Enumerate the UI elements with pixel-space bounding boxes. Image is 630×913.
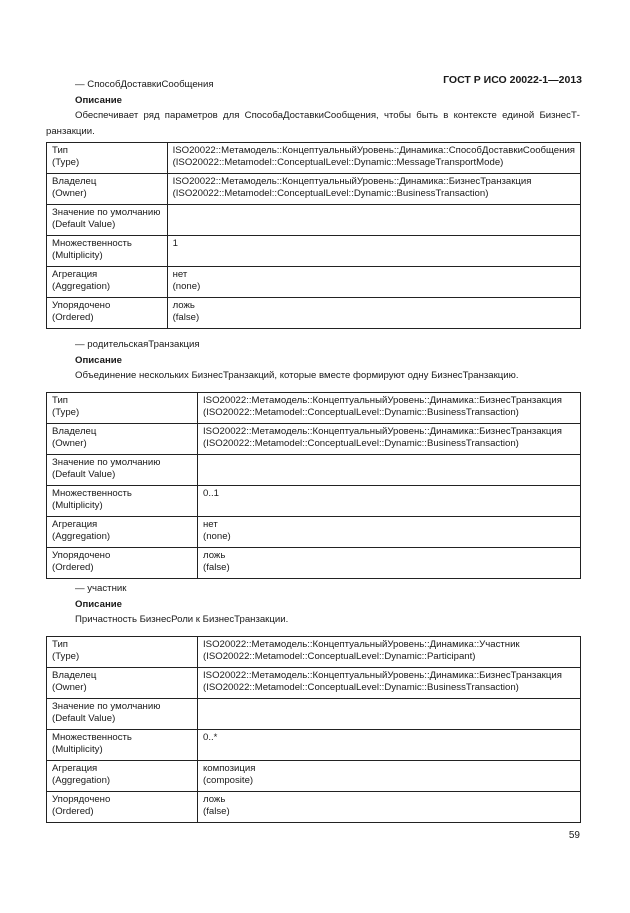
table-row xyxy=(47,174,581,205)
description-label: Описание xyxy=(75,94,122,106)
table-row xyxy=(47,143,581,174)
property-name-cell xyxy=(47,424,198,455)
property-value-ru: ISO20022::Метамодель::КонцептуальныйУровень::Динамика::БизнесТранзакция xyxy=(203,426,562,437)
property-value-ru: ISO20022::Метамодель::КонцептуальныйУровень::Динамика::СпособДоставкиСообщения xyxy=(172,145,575,156)
property-name-ru: Владелец xyxy=(52,426,97,437)
attribute-table xyxy=(46,636,581,823)
property-value-cell xyxy=(198,486,581,517)
property-name-cell xyxy=(47,174,168,205)
property-name-ru: Агрегация xyxy=(52,763,98,774)
property-name-en: (Owner) xyxy=(52,682,87,693)
table-row xyxy=(47,298,581,329)
property-name-ru: Множественность xyxy=(52,238,132,249)
property-value-ru: 0..* xyxy=(203,732,218,743)
description-text: Обеспечивает ряд параметров для СпособаДоставкиСообщения, чтобы быть в контексте единой БизнесТ-ранзакции. xyxy=(46,110,580,137)
attribute-title: — СпособДоставкиСообщения xyxy=(75,79,214,90)
property-name-ru: Владелец xyxy=(52,176,97,187)
attribute-table xyxy=(46,392,581,579)
property-value-cell xyxy=(198,424,581,455)
property-name-cell xyxy=(47,298,168,329)
property-value-en: (ISO20022::Metamodel::ConceptualLevel::Dynamic::BusinessTransaction) xyxy=(203,438,519,449)
property-value-en: (false) xyxy=(203,806,230,817)
property-name-en: (Type) xyxy=(52,651,80,662)
property-name-cell xyxy=(47,792,198,823)
property-value-cell xyxy=(198,455,581,486)
property-name-cell xyxy=(47,699,198,730)
property-value-cell xyxy=(198,393,581,424)
property-name-cell xyxy=(47,486,198,517)
property-name-en: (Type) xyxy=(52,407,80,418)
table-row xyxy=(47,761,581,792)
property-name-en: (Default Value) xyxy=(52,713,116,724)
table-row xyxy=(47,205,581,236)
property-value-en: (false) xyxy=(172,312,200,323)
property-name-ru: Агрегация xyxy=(52,269,98,280)
table-row xyxy=(47,517,581,548)
table-row xyxy=(47,668,581,699)
property-name-ru: Агрегация xyxy=(52,519,98,530)
property-name-ru: Владелец xyxy=(52,670,97,681)
table-row xyxy=(47,486,581,517)
property-name-cell xyxy=(47,143,168,174)
table-row xyxy=(47,424,581,455)
property-name-en: (Default Value) xyxy=(52,469,116,480)
property-name-ru: Тип xyxy=(52,145,68,156)
property-name-cell xyxy=(47,455,198,486)
property-value-cell xyxy=(198,730,581,761)
property-value-ru: ISO20022::Метамодель::КонцептуальныйУровень::Динамика::БизнесТранзакция xyxy=(203,395,562,406)
property-value-ru: ISO20022::Метамодель::КонцептуальныйУровень::Динамика::Участник xyxy=(203,639,520,650)
property-name-cell xyxy=(47,668,198,699)
property-value-cell xyxy=(167,143,580,174)
attribute-section xyxy=(46,77,580,139)
property-value-cell xyxy=(198,761,581,792)
property-name-cell xyxy=(47,236,168,267)
table-row xyxy=(47,792,581,823)
property-value-en: (none) xyxy=(172,281,201,292)
page-number: 59 xyxy=(568,830,580,841)
property-value-ru: ISO20022::Метамодель::КонцептуальныйУровень::Динамика::БизнесТранзакция xyxy=(172,176,532,187)
property-value-en: (false) xyxy=(203,562,230,573)
table-row xyxy=(47,548,581,579)
property-name-en: (Default Value) xyxy=(52,219,116,230)
table-row xyxy=(47,730,581,761)
property-value-cell xyxy=(167,236,580,267)
property-name-cell xyxy=(47,205,168,236)
property-value-cell xyxy=(167,267,580,298)
property-name-ru: Упорядочено xyxy=(52,550,111,561)
property-name-cell xyxy=(47,267,168,298)
property-value-ru: нет xyxy=(172,269,188,280)
attribute-table xyxy=(46,142,581,329)
description-label: Описание xyxy=(75,354,122,366)
table-row xyxy=(47,455,581,486)
property-value-ru: 0..1 xyxy=(203,488,220,499)
property-value-cell xyxy=(167,205,580,236)
property-name-ru: Значение по умолчанию xyxy=(52,207,161,218)
description-text: Объединение нескольких БизнесТранзакций, которые вместе формируют одну БизнесТранзакцию. xyxy=(75,370,519,381)
property-value-en: (ISO20022::Metamodel::ConceptualLevel::Dynamic::MessageTransportMode) xyxy=(172,157,504,168)
property-value-en: (ISO20022::Metamodel::ConceptualLevel::Dynamic::BusinessTransaction) xyxy=(203,407,519,418)
property-name-cell xyxy=(47,393,198,424)
property-name-ru: Множественность xyxy=(52,488,132,499)
property-value-cell xyxy=(198,548,581,579)
property-name-ru: Тип xyxy=(52,395,68,406)
property-name-en: (Aggregation) xyxy=(52,281,111,292)
property-value-en: (composite) xyxy=(203,775,254,786)
property-name-en: (Multiplicity) xyxy=(52,744,103,755)
property-value-ru: ложь xyxy=(203,794,226,805)
document-header: ГОСТ Р ИСО 20022-1—2013 xyxy=(443,74,582,86)
property-name-en: (Owner) xyxy=(52,438,87,449)
property-name-ru: Значение по умолчанию xyxy=(52,701,161,712)
property-value-cell xyxy=(167,174,580,205)
property-name-ru: Упорядочено xyxy=(52,794,111,805)
description-label: Описание xyxy=(75,598,122,610)
property-value-en: (ISO20022::Metamodel::ConceptualLevel::Dynamic::BusinessTransaction) xyxy=(203,682,519,693)
property-value-ru: ISO20022::Метамодель::КонцептуальныйУровень::Динамика::БизнесТранзакция xyxy=(203,670,562,681)
property-value-cell xyxy=(198,699,581,730)
property-name-ru: Множественность xyxy=(52,732,132,743)
property-name-cell xyxy=(47,761,198,792)
property-name-en: (Ordered) xyxy=(52,312,94,323)
property-value-ru: нет xyxy=(203,519,218,530)
property-name-en: (Multiplicity) xyxy=(52,500,103,511)
table-row xyxy=(47,267,581,298)
table-row xyxy=(47,637,581,668)
attribute-title: — родительскаяТранзакция xyxy=(75,339,200,350)
attribute-section xyxy=(46,337,580,384)
attribute-title: — участник xyxy=(75,583,127,594)
table-row xyxy=(47,393,581,424)
property-value-ru: 1 xyxy=(172,238,178,249)
property-name-cell xyxy=(47,548,198,579)
property-name-en: (Aggregation) xyxy=(52,775,111,786)
property-value-cell xyxy=(198,517,581,548)
property-value-cell xyxy=(198,792,581,823)
description-text: Причастность БизнесРоли к БизнесТранзакции. xyxy=(75,614,289,625)
property-value-ru: ложь xyxy=(172,300,195,311)
table-row xyxy=(47,236,581,267)
property-value-cell xyxy=(198,668,581,699)
property-name-cell xyxy=(47,517,198,548)
attribute-section xyxy=(46,581,580,628)
property-name-en: (Ordered) xyxy=(52,806,94,817)
property-name-en: (Ordered) xyxy=(52,562,94,573)
property-name-en: (Type) xyxy=(52,157,80,168)
property-value-ru: композиция xyxy=(203,763,256,774)
property-name-en: (Multiplicity) xyxy=(52,250,103,261)
property-value-en: (ISO20022::Metamodel::ConceptualLevel::Dynamic::Participant) xyxy=(203,651,476,662)
property-value-ru: ложь xyxy=(203,550,226,561)
property-name-ru: Значение по умолчанию xyxy=(52,457,161,468)
property-value-en: (ISO20022::Metamodel::ConceptualLevel::Dynamic::BusinessTransaction) xyxy=(172,188,489,199)
property-name-en: (Aggregation) xyxy=(52,531,111,542)
property-name-en: (Owner) xyxy=(52,188,87,199)
property-name-cell xyxy=(47,730,198,761)
property-name-ru: Упорядочено xyxy=(52,300,111,311)
property-value-cell xyxy=(167,298,580,329)
property-value-cell xyxy=(198,637,581,668)
property-name-cell xyxy=(47,637,198,668)
table-row xyxy=(47,699,581,730)
property-name-ru: Тип xyxy=(52,639,68,650)
property-value-en: (none) xyxy=(203,531,231,542)
